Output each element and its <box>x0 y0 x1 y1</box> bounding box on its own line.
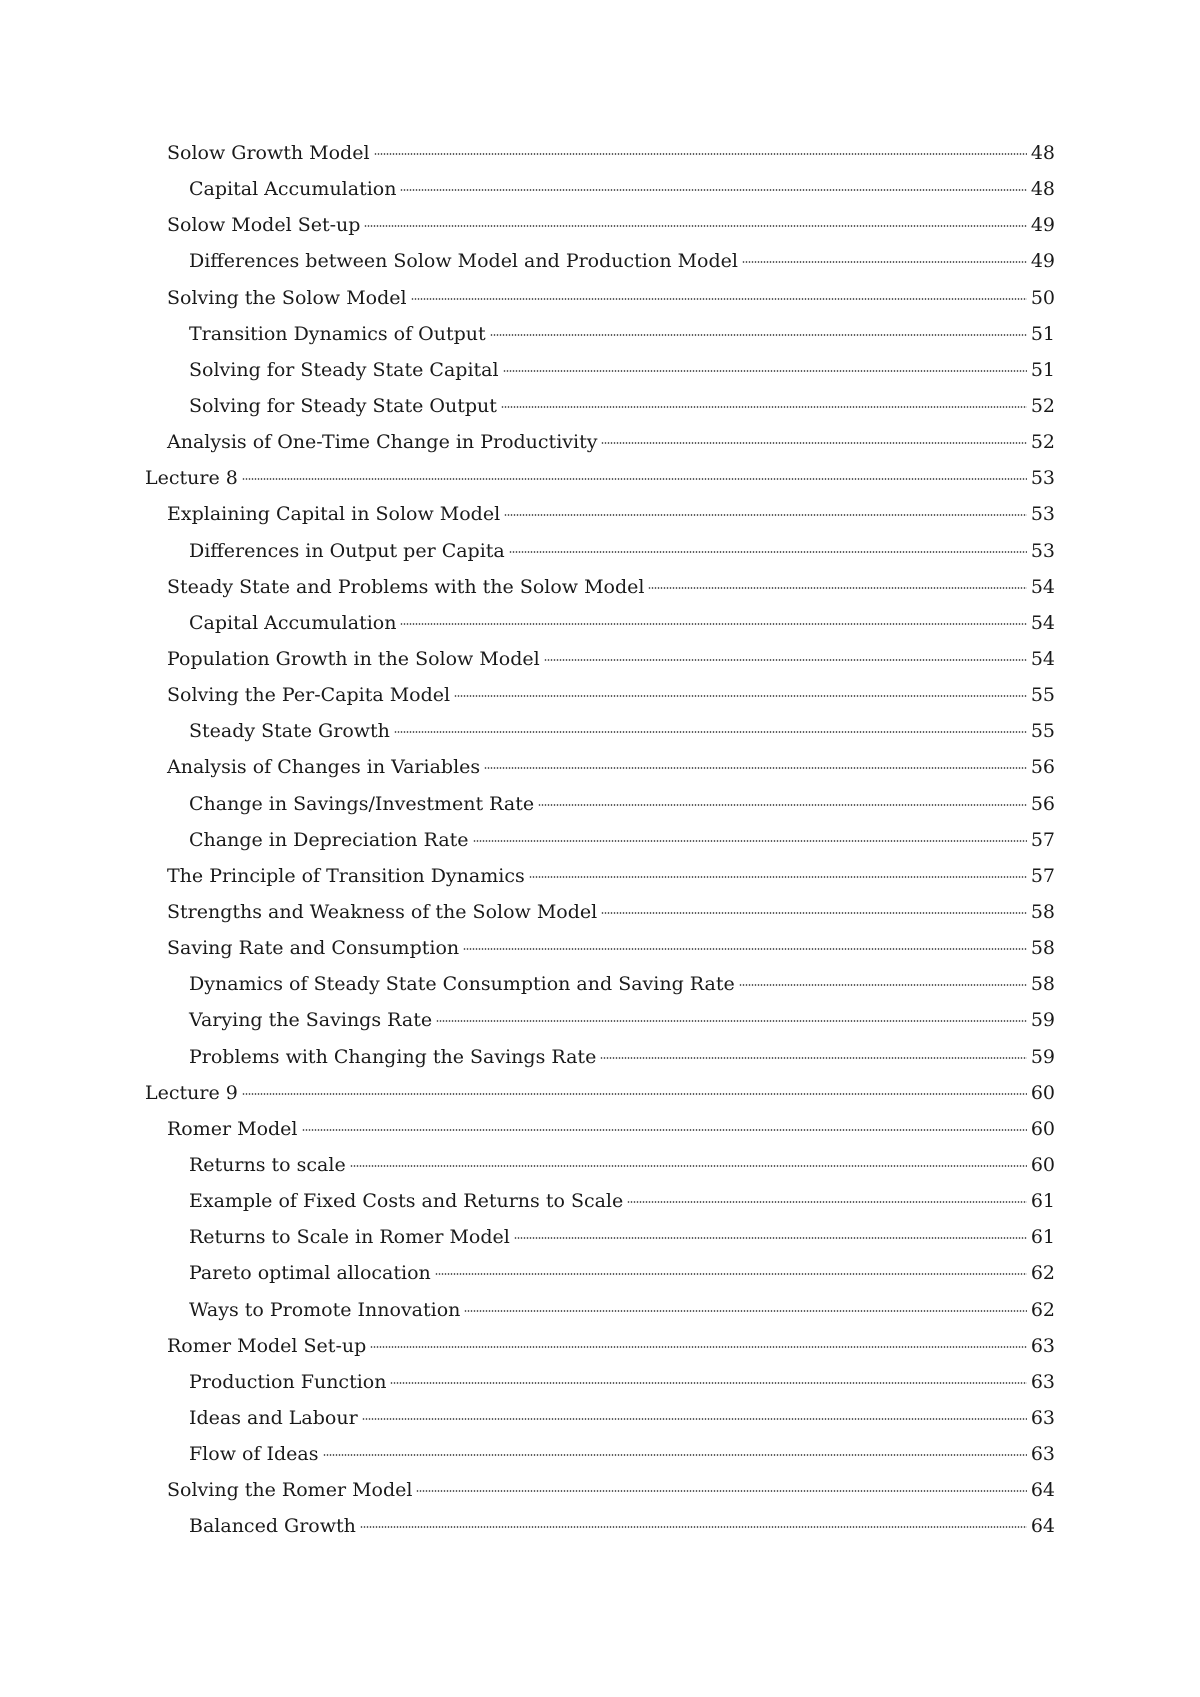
toc-entry-page-number: 63 <box>1030 1334 1055 1357</box>
dot-leader <box>400 623 1027 625</box>
toc-entry-page-number: 49 <box>1030 214 1055 237</box>
dot-leader <box>529 876 1027 878</box>
toc-entry-title: Saving Rate and Consumption <box>167 937 460 960</box>
toc-entry-page-number: 50 <box>1030 286 1055 309</box>
dot-leader <box>360 1526 1027 1528</box>
toc-entry[interactable] <box>145 576 1055 612</box>
toc-entry[interactable] <box>145 431 1055 467</box>
toc-entry-title: Lecture 8 <box>145 467 238 490</box>
toc-entry-title: Solving the Romer Model <box>167 1479 413 1502</box>
toc-entry[interactable] <box>145 1262 1055 1298</box>
toc-entry-title: Romer Model Set-up <box>167 1334 367 1357</box>
toc-entry-title: Capital Accumulation <box>189 611 397 634</box>
toc-entry-page-number: 55 <box>1030 720 1055 743</box>
toc-entry-page-number: 60 <box>1030 1117 1055 1140</box>
toc-entry[interactable] <box>145 250 1055 286</box>
dot-leader <box>242 1093 1027 1095</box>
toc-entry-title: Dynamics of Steady State Consumption and Saving Rate <box>189 973 735 996</box>
toc-entry-title: Analysis of One-Time Change in Productivity <box>167 431 598 454</box>
toc-entry[interactable] <box>145 178 1055 214</box>
dot-leader <box>464 1310 1027 1312</box>
toc-entry[interactable] <box>145 756 1055 792</box>
toc-entry-page-number: 53 <box>1030 467 1055 490</box>
toc-entry-page-number: 49 <box>1030 250 1055 273</box>
toc-entry-page-number: 51 <box>1030 358 1055 381</box>
toc-entry-page-number: 51 <box>1030 322 1055 345</box>
toc-entry-title: Solow Model Set-up <box>167 214 361 237</box>
toc-entry-title: Romer Model <box>167 1117 298 1140</box>
table-of-contents <box>145 142 1055 1551</box>
toc-entry[interactable] <box>145 1443 1055 1479</box>
toc-entry[interactable] <box>145 937 1055 973</box>
toc-entry-title: Explaining Capital in Solow Model <box>167 503 501 526</box>
dot-leader <box>504 514 1027 516</box>
toc-entry-title: Differences between Solow Model and Production Model <box>189 250 738 273</box>
toc-entry-title: Ideas and Labour <box>189 1406 358 1429</box>
dot-leader <box>370 1346 1027 1348</box>
toc-entry-page-number: 48 <box>1030 142 1055 164</box>
toc-entry[interactable] <box>145 287 1055 323</box>
toc-entry-title: Analysis of Changes in Variables <box>167 756 481 779</box>
toc-entry[interactable] <box>145 1407 1055 1443</box>
toc-entry-page-number: 59 <box>1030 1009 1055 1032</box>
dot-leader <box>503 370 1027 372</box>
toc-entry-page-number: 56 <box>1030 756 1055 779</box>
toc-entry-title: Differences in Output per Capita <box>189 539 505 562</box>
dot-leader <box>742 261 1027 263</box>
toc-entry-page-number: 59 <box>1030 1045 1055 1068</box>
toc-entry[interactable] <box>145 395 1055 431</box>
toc-entry-title: Solving for Steady State Capital <box>189 358 499 381</box>
toc-entry-page-number: 64 <box>1030 1479 1055 1502</box>
toc-entry-page-number: 63 <box>1030 1443 1055 1466</box>
toc-entry-page-number: 52 <box>1030 431 1055 454</box>
dot-leader <box>374 153 1027 155</box>
dot-leader <box>411 298 1027 300</box>
toc-entry-page-number: 61 <box>1030 1190 1055 1213</box>
toc-entry[interactable] <box>145 1082 1055 1118</box>
toc-entry-page-number: 54 <box>1030 647 1055 670</box>
toc-entry-title: Capital Accumulation <box>189 178 397 201</box>
toc-entry-page-number: 54 <box>1030 575 1055 598</box>
toc-entry[interactable] <box>145 1335 1055 1371</box>
dot-leader <box>416 1490 1027 1492</box>
toc-entry[interactable] <box>145 865 1055 901</box>
toc-entry[interactable] <box>145 901 1055 937</box>
toc-entry-title: Lecture 9 <box>145 1081 238 1104</box>
dot-leader <box>362 1418 1027 1420</box>
toc-entry-title: Ways to Promote Innovation <box>189 1298 461 1321</box>
toc-entry[interactable] <box>145 1479 1055 1515</box>
toc-entry-title: Pareto optimal allocation <box>189 1262 431 1285</box>
toc-entry-title: Transition Dynamics of Output <box>189 322 486 345</box>
toc-entry-title: Solow Growth Model <box>167 142 370 164</box>
toc-entry[interactable] <box>145 1299 1055 1335</box>
toc-entry-page-number: 55 <box>1030 684 1055 707</box>
toc-entry-page-number: 58 <box>1030 937 1055 960</box>
toc-entry[interactable] <box>145 359 1055 395</box>
toc-entry-page-number: 48 <box>1030 178 1055 201</box>
dot-leader <box>601 912 1027 914</box>
toc-entry-title: Example of Fixed Costs and Returns to Scale <box>189 1190 624 1213</box>
toc-entry-title: Returns to Scale in Romer Model <box>189 1226 510 1249</box>
toc-entry-page-number: 57 <box>1030 864 1055 887</box>
toc-entry[interactable] <box>145 540 1055 576</box>
dot-leader <box>490 334 1027 336</box>
toc-entry[interactable] <box>145 1190 1055 1226</box>
toc-entry-page-number: 62 <box>1030 1298 1055 1321</box>
toc-entry-page-number: 60 <box>1030 1081 1055 1104</box>
toc-entry-title: Solving for Steady State Output <box>189 394 497 417</box>
toc-entry-page-number: 57 <box>1030 828 1055 851</box>
toc-entry[interactable] <box>145 1046 1055 1082</box>
toc-entry-page-number: 54 <box>1030 611 1055 634</box>
dot-leader <box>302 1129 1027 1131</box>
dot-leader <box>600 1057 1027 1059</box>
dot-leader <box>454 695 1027 697</box>
toc-entry[interactable] <box>145 1009 1055 1045</box>
toc-entry-title: Solving the Per-Capita Model <box>167 684 451 707</box>
dot-leader <box>435 1273 1027 1275</box>
dot-leader <box>739 984 1027 986</box>
dot-leader <box>648 587 1027 589</box>
toc-entry-title: Flow of Ideas <box>189 1443 319 1466</box>
dot-leader <box>350 1165 1027 1167</box>
dot-leader <box>390 1382 1027 1384</box>
toc-entry-page-number: 63 <box>1030 1370 1055 1393</box>
toc-entry[interactable] <box>145 467 1055 503</box>
dot-leader <box>242 478 1027 480</box>
dot-leader <box>436 1020 1027 1022</box>
toc-entry-title: Change in Savings/Investment Rate <box>189 792 535 815</box>
toc-entry-title: The Principle of Transition Dynamics <box>167 864 525 887</box>
toc-entry[interactable] <box>145 503 1055 539</box>
dot-leader <box>544 659 1027 661</box>
dot-leader <box>509 551 1027 553</box>
toc-entry-title: Change in Depreciation Rate <box>189 828 469 851</box>
toc-entry[interactable] <box>145 793 1055 829</box>
toc-entry-title: Returns to scale <box>189 1153 346 1176</box>
toc-entry-page-number: 58 <box>1030 973 1055 996</box>
dot-leader <box>501 406 1027 408</box>
toc-entry[interactable] <box>145 684 1055 720</box>
dot-leader <box>484 767 1027 769</box>
dot-leader <box>364 225 1027 227</box>
toc-entry-page-number: 61 <box>1030 1226 1055 1249</box>
toc-entry[interactable] <box>145 214 1055 250</box>
dot-leader <box>627 1201 1027 1203</box>
dot-leader <box>394 731 1027 733</box>
toc-entry-page-number: 56 <box>1030 792 1055 815</box>
toc-entry[interactable] <box>145 973 1055 1009</box>
toc-entry-page-number: 62 <box>1030 1262 1055 1285</box>
toc-entry[interactable] <box>145 1371 1055 1407</box>
toc-entry[interactable] <box>145 1154 1055 1190</box>
toc-entry-page-number: 64 <box>1030 1515 1055 1538</box>
toc-entry[interactable] <box>145 323 1055 359</box>
toc-entry[interactable] <box>145 1226 1055 1262</box>
dot-leader <box>463 948 1027 950</box>
toc-entry[interactable] <box>145 1118 1055 1154</box>
toc-entry[interactable] <box>145 142 1055 178</box>
toc-entry-title: Population Growth in the Solow Model <box>167 647 540 670</box>
toc-entry-title: Production Function <box>189 1370 387 1393</box>
dot-leader <box>514 1237 1027 1239</box>
toc-entry[interactable] <box>145 829 1055 865</box>
toc-entry-title: Varying the Savings Rate <box>189 1009 433 1032</box>
toc-entry-title: Solving the Solow Model <box>167 286 407 309</box>
toc-entry-title: Steady State and Problems with the Solow Model <box>167 575 645 598</box>
toc-entry-title: Problems with Changing the Savings Rate <box>189 1045 597 1068</box>
toc-entry-page-number: 58 <box>1030 900 1055 923</box>
toc-entry-title: Steady State Growth <box>189 720 390 743</box>
toc-entry[interactable] <box>145 612 1055 648</box>
dot-leader <box>538 804 1027 806</box>
toc-entry-title: Balanced Growth <box>189 1515 356 1538</box>
dot-leader <box>473 840 1027 842</box>
toc-entry-page-number: 53 <box>1030 539 1055 562</box>
dot-leader <box>400 189 1027 191</box>
toc-entry[interactable] <box>145 1515 1055 1551</box>
toc-entry-page-number: 53 <box>1030 503 1055 526</box>
toc-entry-page-number: 60 <box>1030 1153 1055 1176</box>
dot-leader <box>601 442 1027 444</box>
toc-entry[interactable] <box>145 720 1055 756</box>
dot-leader <box>323 1454 1027 1456</box>
toc-entry[interactable] <box>145 648 1055 684</box>
toc-entry-page-number: 63 <box>1030 1406 1055 1429</box>
toc-entry-page-number: 52 <box>1030 394 1055 417</box>
toc-entry-title: Strengths and Weakness of the Solow Model <box>167 900 598 923</box>
